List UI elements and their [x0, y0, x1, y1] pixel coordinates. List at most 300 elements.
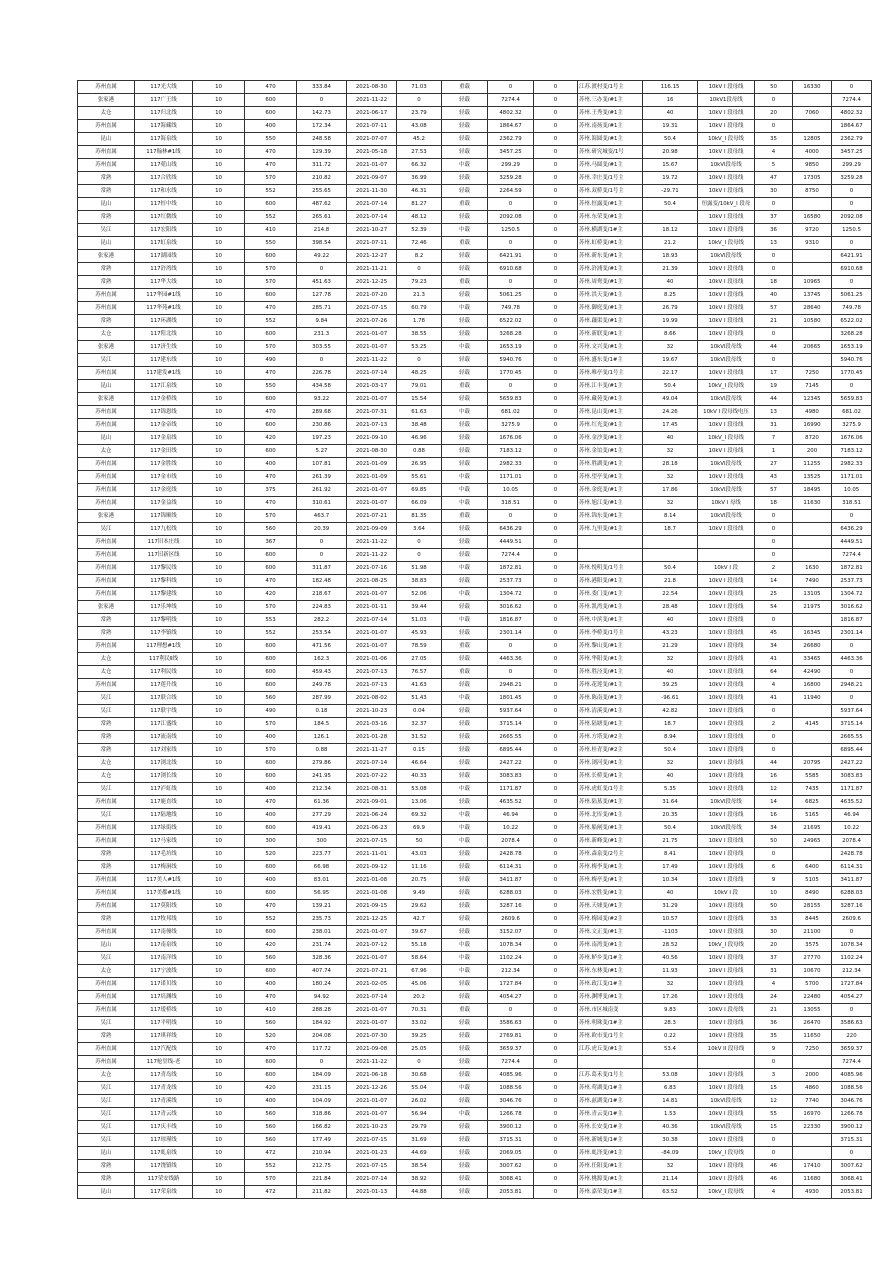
cell-remaining: 0	[488, 237, 534, 250]
cell-voltage-kv: 10	[193, 666, 245, 679]
cell-voltage-kv: 10	[193, 146, 245, 159]
cell-bus: 10kVI段母线	[698, 159, 755, 172]
cell-col11: 43.23	[643, 627, 698, 640]
cell-col9: 0	[534, 432, 578, 445]
cell-capacity-a: 570	[245, 601, 297, 614]
cell-voltage-kv: 10	[193, 692, 245, 705]
cell-remaining: 0	[488, 380, 534, 393]
cell-bus: 10kV I 段母线	[698, 965, 755, 978]
cell-remaining: 749.78	[488, 302, 534, 315]
cell-col14: 22480	[793, 991, 832, 1004]
cell-col9: 0	[534, 536, 578, 549]
cell-load-rate: 0	[397, 263, 442, 276]
cell-capacity-a: 560	[245, 523, 297, 536]
cell-line-name: 117济生线	[135, 341, 193, 354]
cell-col11: 32	[643, 653, 698, 666]
cell-voltage-kv: 10	[193, 367, 245, 380]
cell-load-rate: 79.01	[397, 380, 442, 393]
cell-substation	[578, 536, 643, 549]
cell-remaining: 2537.73	[488, 575, 534, 588]
cell-load-rate: 0	[397, 94, 442, 107]
cell-substation: 苏州.昆山变/#1主	[578, 406, 643, 419]
cell-region: 苏州直属	[78, 887, 135, 900]
cell-line-name: 117建东线	[135, 354, 193, 367]
cell-voltage-kv: 10	[193, 848, 245, 861]
cell-energy: 241.95	[297, 770, 347, 783]
cell-col11: 49.04	[643, 393, 698, 406]
cell-energy: 231.74	[297, 939, 347, 952]
cell-substation: 苏州.花莲变/#1主	[578, 679, 643, 692]
cell-region: 常熟	[78, 276, 135, 289]
cell-status: 轻载	[442, 1134, 488, 1147]
cell-voltage-kv: 10	[193, 718, 245, 731]
cell-substation: 苏州.梅李变/#1主	[578, 861, 643, 874]
cell-col11: -84.09	[643, 1147, 698, 1160]
cell-energy: 328.36	[297, 952, 347, 965]
cell-col13: 40	[755, 289, 793, 302]
cell-col9: 0	[534, 601, 578, 614]
cell-capacity-a: 400	[245, 458, 297, 471]
cell-remaining: 4463.36	[488, 653, 534, 666]
cell-remaining: 5937.64	[488, 705, 534, 718]
cell-substation: 苏州.黎山变/#1主	[578, 640, 643, 653]
cell-bus: 10kV I 段母线	[698, 731, 755, 744]
cell-line-name: 117光大线	[135, 81, 193, 94]
cell-col14: 7060	[793, 107, 832, 120]
cell-col11: 20.98	[643, 146, 698, 159]
cell-region: 常熟	[78, 627, 135, 640]
cell-col13: 0	[755, 354, 793, 367]
cell-col11: 32	[643, 757, 698, 770]
cell-remaining: 2665.55	[488, 731, 534, 744]
cell-remaining: 2078.4	[488, 835, 534, 848]
cell-substation: 苏州.洪天变/#1主	[578, 289, 643, 302]
cell-bus: 10kV_I 段母线	[698, 939, 755, 952]
cell-col14: 4860	[793, 1082, 832, 1095]
cell-col14	[793, 848, 832, 861]
table-row	[78, 1134, 872, 1147]
table-row	[78, 1160, 872, 1173]
cell-line-name: 117浏长线	[135, 770, 193, 783]
cell-substation: 苏州.清溪变/#1主	[578, 705, 643, 718]
cell-col13: 4	[755, 978, 793, 991]
cell-substation: 苏州.浏河变/#1主	[578, 757, 643, 770]
cell-col11: 10.57	[643, 913, 698, 926]
cell-col14	[793, 731, 832, 744]
cell-col13: 0	[755, 250, 793, 263]
cell-region: 苏州直属	[78, 549, 135, 562]
cell-substation: 苏州.新联变/#1主	[578, 328, 643, 341]
cell-substation: 苏州.虬泽变/#1主	[578, 1147, 643, 1160]
cell-bus: 10kVI段母线	[698, 822, 755, 835]
cell-status: 中载	[442, 965, 488, 978]
cell-capacity-a: 367	[245, 536, 297, 549]
cell-load-rate: 29.79	[397, 1121, 442, 1134]
cell-region: 苏州直属	[78, 926, 135, 939]
cell-col11: 40	[643, 770, 698, 783]
data-sheet	[77, 80, 863, 1199]
cell-status: 轻载	[442, 796, 488, 809]
cell-line-name: 117黎建线	[135, 588, 193, 601]
cell-date: 2021-02-05	[347, 978, 397, 991]
cell-col9: 0	[534, 276, 578, 289]
cell-energy: 300	[297, 835, 347, 848]
table-row	[78, 354, 872, 367]
cell-col11: -29.71	[643, 185, 698, 198]
cell-voltage-kv: 10	[193, 159, 245, 172]
cell-col9: 0	[534, 627, 578, 640]
table-row	[78, 523, 872, 536]
cell-line-name: 117锦恩线	[135, 406, 193, 419]
cell-voltage-kv: 10	[193, 1082, 245, 1095]
cell-col15: 0	[832, 1004, 872, 1017]
cell-col13: 0	[755, 263, 793, 276]
cell-capacity-a: 470	[245, 159, 297, 172]
cell-region: 苏州直属	[78, 835, 135, 848]
cell-energy: 66.98	[297, 861, 347, 874]
cell-remaining: 1250.5	[488, 224, 534, 237]
cell-bus: 10kV I 段母线	[698, 640, 755, 653]
cell-load-rate: 66.32	[397, 159, 442, 172]
cell-bus: 10kV I 段母线	[698, 1108, 755, 1121]
cell-status: 中载	[442, 1082, 488, 1095]
cell-region: 张家港	[78, 601, 135, 614]
cell-col14: 10670	[793, 965, 832, 978]
table-row	[78, 120, 872, 133]
cell-date: 2021-09-09	[347, 523, 397, 536]
cell-col9: 0	[534, 809, 578, 822]
cell-col13: 13	[755, 406, 793, 419]
cell-col11: -96.61	[643, 692, 698, 705]
cell-energy: 0	[297, 1056, 347, 1069]
cell-status: 轻载	[442, 601, 488, 614]
cell-date: 2021-01-13	[347, 1186, 397, 1199]
cell-energy: 226.78	[297, 367, 347, 380]
cell-col11: 8.66	[643, 328, 698, 341]
cell-region: 苏州直属	[78, 484, 135, 497]
cell-col14: 13105	[793, 588, 832, 601]
cell-remaining: 1770.45	[488, 367, 534, 380]
cell-voltage-kv: 10	[193, 874, 245, 887]
cell-date: 2021-09-12	[347, 861, 397, 874]
cell-col13: 0	[755, 549, 793, 562]
cell-bus: 10kV I 段母线	[698, 1134, 755, 1147]
cell-line-name: 117九松线	[135, 523, 193, 536]
table-row	[78, 1082, 872, 1095]
cell-col13: 12	[755, 1095, 793, 1108]
cell-col15: 3016.62	[832, 601, 872, 614]
table-row	[78, 198, 872, 211]
cell-load-rate: 44.69	[397, 1147, 442, 1160]
cell-bus: 10kV I 段母线	[698, 315, 755, 328]
cell-col11: 18.7	[643, 718, 698, 731]
cell-substation: 苏州.虎虹变/1号主	[578, 783, 643, 796]
cell-col13: 20	[755, 107, 793, 120]
cell-status: 轻载	[442, 978, 488, 991]
cell-col15: 749.78	[832, 302, 872, 315]
cell-voltage-kv: 10	[193, 432, 245, 445]
cell-line-name: 117华大线	[135, 276, 193, 289]
cell-date: 2021-09-10	[347, 432, 397, 445]
cell-line-name: 117庆丰线	[135, 1121, 193, 1134]
cell-capacity-a: 552	[245, 185, 297, 198]
cell-line-name: 117虹泉线	[135, 237, 193, 250]
cell-col11: 19.99	[643, 315, 698, 328]
cell-status: 轻载	[442, 627, 488, 640]
cell-capacity-a: 600	[245, 94, 297, 107]
cell-col13: 7	[755, 432, 793, 445]
cell-date: 2021-10-27	[347, 224, 397, 237]
cell-status: 轻载	[442, 172, 488, 185]
cell-bus: 10kV I 段母线	[698, 705, 755, 718]
cell-region: 吴江	[78, 224, 135, 237]
cell-col14: 2000	[793, 1069, 832, 1082]
cell-voltage-kv: 10	[193, 94, 245, 107]
cell-date: 2021-07-14	[347, 1173, 397, 1186]
cell-col15: 4635.52	[832, 796, 872, 809]
table-row	[78, 1108, 872, 1121]
cell-col9: 0	[534, 744, 578, 757]
cell-voltage-kv: 10	[193, 302, 245, 315]
cell-line-name: 117金庭线	[135, 484, 193, 497]
cell-region: 张家港	[78, 94, 135, 107]
cell-remaining: 2428.78	[488, 848, 534, 861]
cell-date: 2021-06-18	[347, 1069, 397, 1082]
cell-col15: 1304.72	[832, 588, 872, 601]
cell-col15: 4802.32	[832, 107, 872, 120]
cell-col14: 16330	[793, 81, 832, 94]
cell-date: 2021-09-01	[347, 796, 397, 809]
cell-capacity-a: 552	[245, 913, 297, 926]
cell-substation: 苏州.嘉荣变/1#主	[578, 1186, 643, 1199]
cell-col13: 31	[755, 419, 793, 432]
cell-col11: 40	[643, 107, 698, 120]
cell-col15: 3046.76	[832, 1095, 872, 1108]
cell-status: 轻载	[442, 900, 488, 913]
cell-load-rate: 38.54	[397, 1160, 442, 1173]
cell-bus: 10kV I 段母线	[698, 224, 755, 237]
cell-line-name: 117环湖线	[135, 315, 193, 328]
cell-substation: 苏州.陆墓变/#1主	[578, 796, 643, 809]
cell-bus: 10kVI段母线	[698, 250, 755, 263]
cell-status: 重载	[442, 1004, 488, 1017]
cell-region: 常熟	[78, 913, 135, 926]
cell-load-rate: 26.95	[397, 458, 442, 471]
cell-energy: 223.77	[297, 848, 347, 861]
cell-col13: 13	[755, 237, 793, 250]
cell-col14: 16580	[793, 211, 832, 224]
cell-col15: 3457.25	[832, 146, 872, 159]
cell-load-rate: 46.96	[397, 432, 442, 445]
cell-energy: 0	[297, 536, 347, 549]
cell-date: 2021-01-07	[347, 952, 397, 965]
cell-bus: 10kV I 段母线电压	[698, 406, 755, 419]
table-row	[78, 1017, 872, 1030]
cell-col13: 44	[755, 393, 793, 406]
cell-load-rate: 38.92	[397, 1173, 442, 1186]
cell-energy: 107.81	[297, 458, 347, 471]
cell-capacity-a: 410	[245, 1004, 297, 1017]
cell-line-name: 117翰林#1线	[135, 146, 193, 159]
cell-capacity-a: 470	[245, 1043, 297, 1056]
cell-col14: 13745	[793, 289, 832, 302]
cell-substation: 苏州.文正变/#1主	[578, 926, 643, 939]
cell-voltage-kv: 10	[193, 133, 245, 146]
cell-voltage-kv: 10	[193, 198, 245, 211]
cell-energy: 94.92	[297, 991, 347, 1004]
cell-status: 轻载	[442, 393, 488, 406]
cell-col15: 3287.16	[832, 900, 872, 913]
cell-col9: 0	[534, 640, 578, 653]
cell-col15: 10.22	[832, 822, 872, 835]
cell-col11: 8.25	[643, 289, 698, 302]
cell-date: 2021-07-14	[347, 211, 397, 224]
table-row	[78, 653, 872, 666]
cell-col13: 25	[755, 588, 793, 601]
cell-col14	[793, 1134, 832, 1147]
cell-capacity-a: 420	[245, 588, 297, 601]
cell-substation: 苏州.三办变/#1主	[578, 94, 643, 107]
table-row	[78, 328, 872, 341]
table-row	[78, 861, 872, 874]
cell-remaining: 3411.87	[488, 874, 534, 887]
cell-status: 轻载	[442, 744, 488, 757]
cell-date: 2021-08-30	[347, 445, 397, 458]
cell-voltage-kv: 10	[193, 1056, 245, 1069]
cell-status: 重载	[442, 237, 488, 250]
cell-date: 2021-01-07	[347, 640, 397, 653]
cell-voltage-kv: 10	[193, 458, 245, 471]
cell-bus: 10kV I 段母线	[698, 692, 755, 705]
cell-bus: 10kV I 段母线	[698, 146, 755, 159]
cell-capacity-a: 570	[245, 510, 297, 523]
cell-capacity-a: 570	[245, 1173, 297, 1186]
cell-col11: 53.08	[643, 1069, 698, 1082]
cell-col11: 40.36	[643, 1121, 698, 1134]
cell-col11: 32	[643, 471, 698, 484]
cell-load-rate: 36.99	[397, 172, 442, 185]
cell-capacity-a: 400	[245, 783, 297, 796]
cell-load-rate: 69.85	[397, 484, 442, 497]
cell-load-rate: 48.25	[397, 367, 442, 380]
cell-col13: 12	[755, 783, 793, 796]
cell-region: 太仓	[78, 1069, 135, 1082]
cell-col9: 0	[534, 991, 578, 1004]
cell-bus: 10kV I 段母线	[698, 302, 755, 315]
cell-substation: 苏州.浒浦变/#1主	[578, 263, 643, 276]
cell-bus: 10kV I 段母线	[698, 523, 755, 536]
cell-capacity-a: 472	[245, 1147, 297, 1160]
table-row	[78, 1056, 872, 1069]
cell-energy: 221.84	[297, 1173, 347, 1186]
cell-substation: 苏州.方塔变/#2主	[578, 731, 643, 744]
cell-date: 2021-08-02	[347, 692, 397, 705]
cell-substation: 苏州.藏苑变/#1主	[578, 393, 643, 406]
cell-status: 中载	[442, 484, 488, 497]
cell-capacity-a: 420	[245, 939, 297, 952]
cell-col9: 0	[534, 94, 578, 107]
cell-load-rate: 41.63	[397, 679, 442, 692]
cell-substation: 苏州.金沙变/#1主	[578, 432, 643, 445]
cell-region: 常熟	[78, 848, 135, 861]
cell-energy: 311.72	[297, 159, 347, 172]
cell-status: 轻载	[442, 757, 488, 770]
cell-col15: 2427.22	[832, 757, 872, 770]
cell-col13: 34	[755, 822, 793, 835]
cell-load-rate: 45.2	[397, 133, 442, 146]
cell-capacity-a: 550	[245, 237, 297, 250]
cell-bus: 10kV I 段母线	[698, 575, 755, 588]
cell-bus: 10kV I 段	[698, 887, 755, 900]
cell-col13: 0	[755, 523, 793, 536]
cell-col14: 20795	[793, 757, 832, 770]
cell-line-name: 117广王线	[135, 94, 193, 107]
cell-col11: 16	[643, 94, 698, 107]
cell-remaining: 681.02	[488, 406, 534, 419]
cell-substation: 苏州.研究城变/1号	[578, 146, 643, 159]
table-row	[78, 978, 872, 991]
cell-capacity-a: 400	[245, 874, 297, 887]
cell-load-rate: 44.88	[397, 1186, 442, 1199]
cell-bus: 10kV I 段母线	[698, 263, 755, 276]
cell-remaining: 4449.51	[488, 536, 534, 549]
cell-energy: 231.15	[297, 1082, 347, 1095]
cell-capacity-a: 470	[245, 575, 297, 588]
cell-load-rate: 81.27	[397, 198, 442, 211]
cell-status: 中载	[442, 224, 488, 237]
cell-region: 常熟	[78, 1160, 135, 1173]
cell-load-rate: 81.35	[397, 510, 442, 523]
cell-capacity-a: 560	[245, 1017, 297, 1030]
cell-region: 吴江	[78, 705, 135, 718]
cell-col9: 0	[534, 302, 578, 315]
cell-energy: 285.71	[297, 302, 347, 315]
cell-line-name: 117湖园线	[135, 250, 193, 263]
cell-col9: 0	[534, 523, 578, 536]
cell-bus: 10kV I 段母线	[698, 1017, 755, 1030]
cell-status: 轻载	[442, 419, 488, 432]
cell-region: 张家港	[78, 341, 135, 354]
cell-col9: 0	[534, 887, 578, 900]
cell-line-name: 117李镇线	[135, 627, 193, 640]
cell-voltage-kv: 10	[193, 328, 245, 341]
cell-substation: 江苏.渡村变/1号主	[578, 81, 643, 94]
cell-col13: 21	[755, 315, 793, 328]
cell-capacity-a: 600	[245, 770, 297, 783]
cell-col15: 1088.56	[832, 1082, 872, 1095]
cell-col9: 0	[534, 185, 578, 198]
cell-col13: 10	[755, 887, 793, 900]
cell-status: 轻载	[442, 848, 488, 861]
cell-energy: 184.92	[297, 1017, 347, 1030]
cell-status: 轻载	[442, 536, 488, 549]
cell-voltage-kv: 10	[193, 861, 245, 874]
cell-col13: 3	[755, 1069, 793, 1082]
cell-col13: 20	[755, 939, 793, 952]
cell-region: 常熟	[78, 172, 135, 185]
cell-line-name: 117红微线	[135, 211, 193, 224]
cell-date: 2021-07-14	[347, 367, 397, 380]
cell-remaining: 5659.83	[488, 393, 534, 406]
cell-col15: 1078.34	[832, 939, 872, 952]
cell-col14	[793, 120, 832, 133]
cell-col15: 6114.31	[832, 861, 872, 874]
cell-bus: 10kV I 段母线	[698, 185, 755, 198]
cell-voltage-kv: 10	[193, 81, 245, 94]
cell-col15: 7274.4	[832, 1056, 872, 1069]
cell-substation: 苏州.桃源变/#1主	[578, 1173, 643, 1186]
cell-col14: 22330	[793, 1121, 832, 1134]
